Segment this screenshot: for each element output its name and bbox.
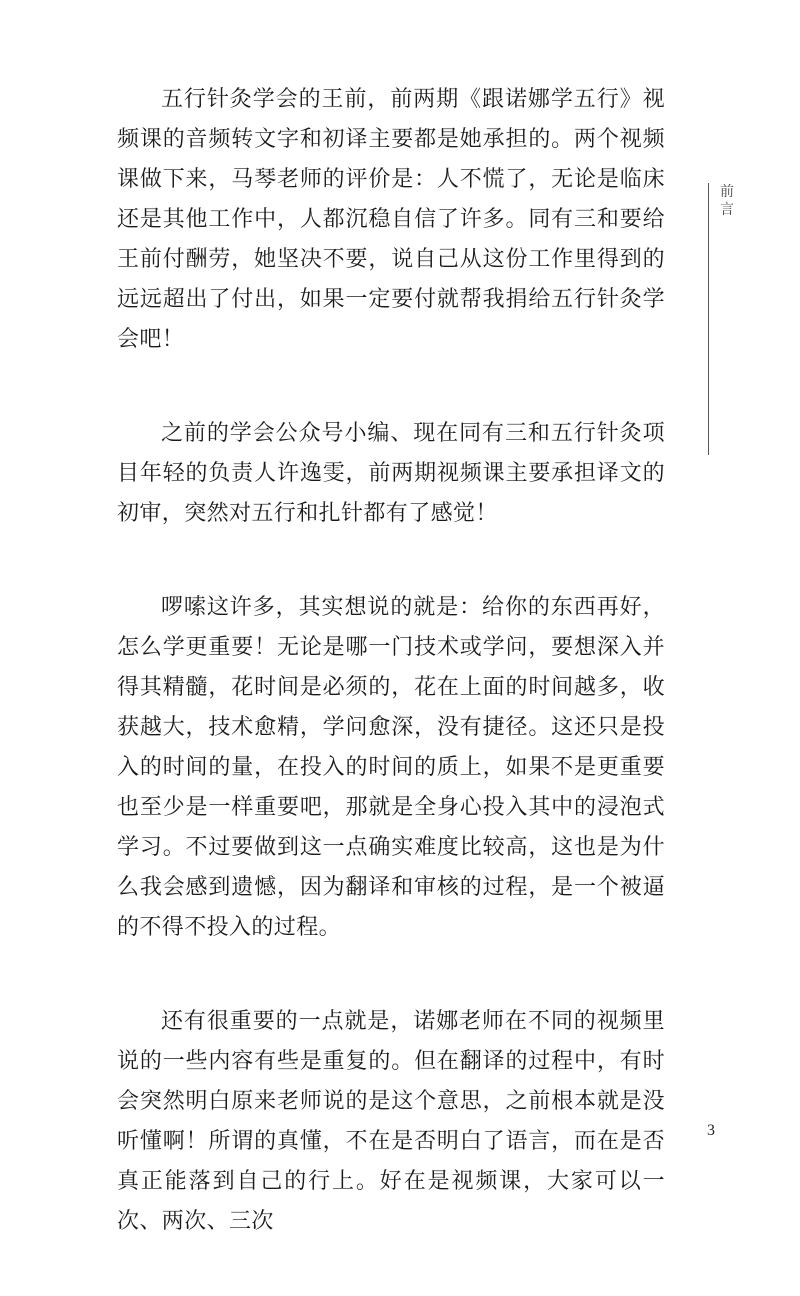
- paragraph-4: 还有很重要的一点就是，诺娜老师在不同的视频里说的一些内容有些是重复的。但在翻译的过程中，有时会突然明白原来老师说的是这个意思，之前根本就是没听懂啊！所谓的真懂，不在是否明白了语言，而在是否真正能落到自己的行上。好在是视频课，大家可以一次、两次、三次: [117, 1009, 665, 1234]
- paragraph-1: 五行针灸学会的王前，前两期《跟诺娜学五行》视频课的音频转文字和初译主要都是她承担的。两个视频课做下来，马琴老师的评价是：人不慌了，无论是临床还是其他工作中，人都沉稳自信了许多。同有三和要给王前付酬劳，她坚决不要，说自己从这份工作里得到的远远超出了付出，如果一定要付就帮我捐给五行针灸学会吧！: [117, 87, 665, 352]
- paragraph-2: 之前的学会公众号小编、现在同有三和五行针灸项目年轻的负责人许逸雯，前两期视频课主要承担译文的初审，突然对五行和扎针都有了感觉！: [117, 421, 665, 526]
- body-text: [117, 80, 665, 1296]
- page-number: 3: [707, 1122, 715, 1139]
- section-marker: [708, 183, 739, 455]
- section-label: 前言: [720, 184, 734, 218]
- paragraph-3: 啰嗦这许多，其实想说的就是：给你的东西再好，怎么学更重要！无论是哪一门技术或学问，要想深入并得其精髓，花时间是必须的，花在上面的时间越多，收获越大，技术愈精，学问愈深，没有捷径。这还只是投入的时间的量，在投入的时间的质上，如果不是更重要也至少是一样重要吧，那就是全身心投入其中的浸泡式学习。不过要做到这一点确实难度比较高，这也是为什么我会感到遗憾，因为翻译和审核的过程，是一个被逼的不得不投入的过程。: [117, 595, 665, 940]
